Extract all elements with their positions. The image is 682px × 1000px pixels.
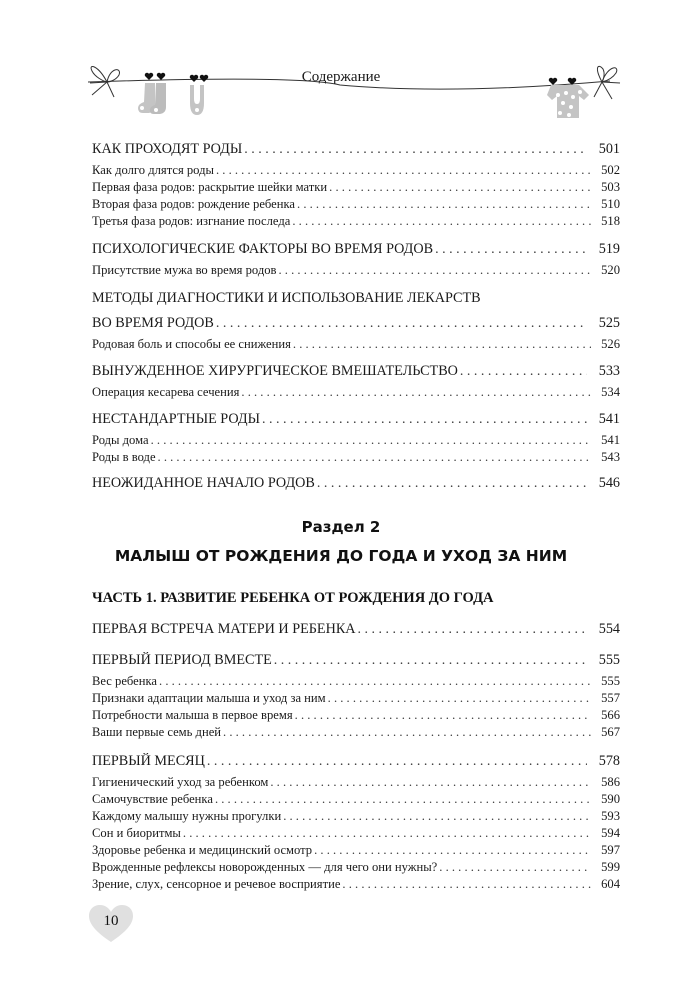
dot-leader [358, 621, 587, 638]
toc-page-number: 557 [601, 691, 620, 705]
toc-page-number: 546 [598, 475, 620, 491]
toc-subentry[interactable] [92, 691, 620, 708]
toc-subentry[interactable] [92, 385, 620, 402]
dot-leader [151, 433, 591, 448]
toc-entry-title: Гигиенический уход за ребенком [92, 775, 269, 789]
toc-page-number: 510 [601, 197, 620, 211]
toc-entry-title: Потребности малыша в первое время [92, 708, 293, 722]
dot-leader [270, 775, 591, 790]
toc-top-list [92, 141, 620, 494]
dot-leader [329, 180, 591, 195]
toc-entry-title: ПЕРВЫЙ МЕСЯЦ [92, 753, 205, 769]
dot-leader [159, 674, 591, 689]
toc-entry-title: Каждому малышу нужны прогулки [92, 809, 282, 823]
dot-leader [460, 363, 587, 380]
toc-subentry[interactable] [92, 843, 620, 860]
clothesline-illustration [0, 55, 682, 125]
toc-page-number: 578 [598, 753, 620, 769]
toc-subentry[interactable] [92, 860, 620, 877]
toc-chapter-entry[interactable] [92, 475, 620, 494]
toc-page-number: 586 [601, 775, 620, 789]
toc-chapter-entry[interactable] [92, 141, 620, 160]
toc-page-number: 594 [601, 826, 620, 840]
toc-page-number: 554 [598, 621, 620, 637]
dot-leader [274, 652, 587, 669]
toc-subentry[interactable] [92, 809, 620, 826]
toc-page-number: 534 [601, 385, 620, 399]
section-number: Раздел 2 [301, 518, 381, 536]
toc-chapter-entry[interactable] [92, 315, 620, 334]
toc-entry-title: Роды в воде [92, 450, 156, 464]
toc-page-number: 501 [598, 141, 620, 157]
toc-bottom-list [92, 621, 620, 894]
toc-subentry[interactable] [92, 775, 620, 792]
dot-leader [439, 860, 591, 875]
dot-leader [216, 163, 591, 178]
dot-leader [262, 411, 587, 428]
toc-chapter-entry[interactable] [92, 363, 620, 382]
toc-entry-title: Самочувствие ребенка [92, 792, 213, 806]
toc-entry-title: Зрение, слух, сенсорное и речевое восприятие [92, 877, 341, 891]
toc-entry-title: Родовая боль и способы ее снижения [92, 337, 291, 351]
dot-leader [279, 263, 592, 278]
toc-entry-title: Вторая фаза родов: рождение ребенка [92, 197, 296, 211]
toc-entry-title: НЕСТАНДАРТНЫЕ РОДЫ [92, 411, 260, 427]
toc-entry-title: Вес ребенка [92, 674, 158, 688]
toc-entry-title: Как долго длятся роды [92, 163, 214, 177]
toc-entry-title: Здоровье ребенка и медицинский осмотр [92, 843, 313, 857]
toc-entry-title: ВО ВРЕМЯ РОДОВ [92, 315, 214, 331]
page-number-badge [88, 904, 134, 944]
toc-entry-title: ПСИХОЛОГИЧЕСКИЕ ФАКТОРЫ ВО ВРЕМЯ РОДОВ [92, 241, 434, 257]
toc-entry-title: Присутствие мужа во время родов [92, 263, 277, 277]
dot-leader [328, 691, 591, 706]
dot-leader [342, 877, 591, 892]
part-title: ЧАСТЬ 1. РАЗВИТИЕ РЕБЕНКА ОТ РОЖДЕНИЯ ДО ГОДА [92, 590, 494, 606]
dot-leader [207, 753, 587, 770]
toc-subentry[interactable] [92, 708, 620, 725]
toc-page-number: 503 [601, 180, 620, 194]
toc-entry-title: МЕТОДЫ ДИАГНОСТИКИ И ИСПОЛЬЗОВАНИЕ ЛЕКАРСТВ [92, 290, 481, 306]
toc-page-number: 599 [601, 860, 620, 874]
toc-entry-title: Сон и биоритмы [92, 826, 181, 840]
dot-leader [158, 450, 591, 465]
toc-page-number: 597 [601, 843, 620, 857]
toc-page-number: 541 [601, 433, 620, 447]
page-header [0, 55, 682, 125]
dot-leader [223, 725, 591, 740]
dot-leader [215, 792, 591, 807]
section-title: МАЛЫШ ОТ РОЖДЕНИЯ ДО ГОДА И УХОД ЗА НИМ [114, 547, 568, 565]
toc-entry-title: КАК ПРОХОДЯТ РОДЫ [92, 141, 243, 157]
dot-leader [292, 214, 591, 229]
toc-subentry[interactable] [92, 163, 620, 180]
toc-entry-title: Первая фаза родов: раскрытие шейки матки [92, 180, 328, 194]
toc-subentry[interactable] [92, 826, 620, 843]
toc-page-number: 525 [598, 315, 620, 331]
toc-subentry[interactable] [92, 792, 620, 809]
toc-entry-title: Роды дома [92, 433, 149, 447]
toc-page-number: 520 [601, 263, 620, 277]
toc-subentry[interactable] [92, 674, 620, 691]
toc-page-number: 543 [601, 450, 620, 464]
toc-page-number: 519 [598, 241, 620, 257]
toc-page-number: 593 [601, 809, 620, 823]
toc-page-number: 526 [601, 337, 620, 351]
dot-leader [283, 809, 591, 824]
toc-subentry[interactable] [92, 214, 620, 231]
dot-leader [317, 475, 587, 492]
toc-subentry[interactable] [92, 337, 620, 354]
toc-chapter-entry[interactable] [92, 290, 620, 309]
toc-entry-title: ПЕРВЫЙ ПЕРИОД ВМЕСТЕ [92, 652, 272, 668]
dot-leader [241, 385, 591, 400]
toc-entry-title: Врожденные рефлексы новорожденных — для чего они нужны? [92, 860, 438, 874]
toc-entry-title: НЕОЖИДАННОЕ НАЧАЛО РОДОВ [92, 475, 315, 491]
toc-page-number: 533 [598, 363, 620, 379]
toc-page-number: 541 [598, 411, 620, 427]
toc-subentry[interactable] [92, 450, 620, 467]
toc-page-number: 604 [601, 877, 620, 891]
toc-chapter-entry[interactable] [92, 621, 620, 640]
shirt-icon [547, 85, 589, 118]
dot-leader [293, 337, 591, 352]
dot-leader [297, 197, 591, 212]
dot-leader [295, 708, 591, 723]
toc-page-number: 590 [601, 792, 620, 806]
toc-page-number: 555 [598, 652, 620, 668]
dot-leader [435, 241, 587, 258]
page-number: 10 [103, 913, 119, 929]
toc-entry-title: Ваши первые семь дней [92, 725, 222, 739]
toc-entry-title: ВЫНУЖДЕННОЕ ХИРУРГИЧЕСКОЕ ВМЕШАТЕЛЬСТВО [92, 363, 458, 379]
dot-leader [183, 826, 591, 841]
toc-subentry[interactable] [92, 877, 620, 894]
toc-entry-title: Третья фаза родов: изгнание последа [92, 214, 291, 228]
toc-subentry[interactable] [92, 180, 620, 197]
toc-page-number: 555 [601, 674, 620, 688]
dot-leader [244, 141, 587, 158]
running-header-title: Содержание [301, 69, 381, 85]
toc-subentry[interactable] [92, 433, 620, 450]
dot-leader [314, 843, 591, 858]
dot-leader [216, 315, 587, 332]
toc-chapter-entry[interactable] [92, 241, 620, 260]
toc-page-number: 502 [601, 163, 620, 177]
toc-page-number: 566 [601, 708, 620, 722]
bib-icon [190, 85, 204, 115]
toc-entry-title: ПЕРВАЯ ВСТРЕЧА МАТЕРИ И РЕБЕНКА [92, 621, 356, 637]
toc-chapter-entry[interactable] [92, 652, 620, 671]
toc-chapter-entry[interactable] [92, 411, 620, 430]
toc-subentry[interactable] [92, 725, 620, 742]
toc-page-number: 518 [601, 214, 620, 228]
toc-entry-title: Признаки адаптации малыша и уход за ним [92, 691, 326, 705]
socks-icon [138, 83, 166, 114]
toc-entry-title: Операция кесарева сечения [92, 385, 240, 399]
toc-chapter-entry[interactable] [92, 753, 620, 772]
toc-subentry[interactable] [92, 197, 620, 214]
toc-page-number: 567 [601, 725, 620, 739]
toc-subentry[interactable] [92, 263, 620, 280]
